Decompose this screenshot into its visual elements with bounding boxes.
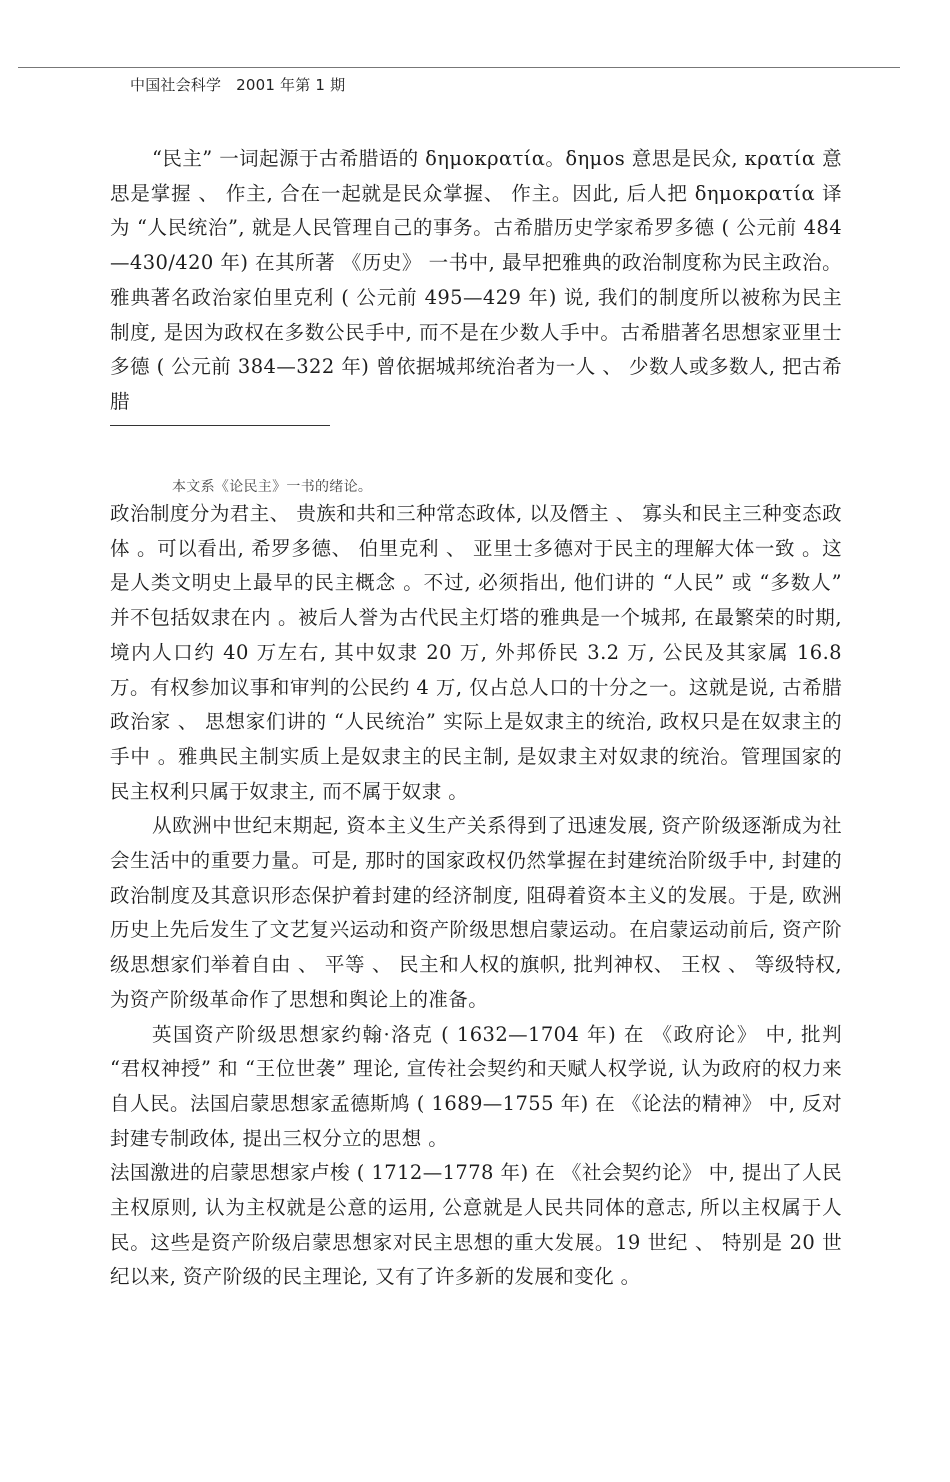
header-rule <box>18 67 900 68</box>
paragraph-locke-montesquieu: 英国资产阶级思想家约翰·洛克 ( 1632—1704 年) 在 《政府论》 中, 批判 “君权神授” 和 “王位世袭” 理论, 宣传社会契约和天赋人权学说, 认为政府的权力来自人民。法国启蒙思想家孟德斯鸠 ( 1689—1755 年) 在 《论法的精神》 中, 反对封建专制政体, 提出三权分立的思想 。 <box>110 1022 842 1150</box>
text-block-main <box>110 497 842 1295</box>
paragraph-rousseau: 法国激进的启蒙思想家卢梭 ( 1712—1778 年) 在 《社会契约论》 中, 提出了人民主权原则, 认为主权就是公意的运用, 公意就是人民共同体的意志, 所以主权属于人民。这些是资产阶级启蒙思想家对民主思想的重大发展。19 世纪 、 特别是 20 世纪以来, 资产阶级的民主理论, 又有了许多新的发展和变化 。 <box>110 1161 842 1289</box>
paragraph-european-enlightenment: 从欧洲中世纪末期起, 资本主义生产关系得到了迅速发展, 资产阶级逐渐成为社会生活中的重要力量。可是, 那时的国家政权仍然掌握在封建统治阶级手中, 封建的政治制度及其意识形态保护着封建的经济制度, 阻碍着资本主义的发展。于是, 欧洲历史上先后发生了文艺复兴运动和资产阶级思想启蒙运动。在启蒙运动前后, 资产阶级思想家们举着自由 、 平等 、 民主和人权的旗帜, 批判神权、 王权 、 等级特权, 为资产阶级革命作了思想和舆论上的准备。 <box>110 814 842 1011</box>
footnote-rule <box>110 425 330 426</box>
footnote: 本文系《论民主》一书的绪论。 <box>172 479 373 495</box>
text-block-top <box>110 142 842 420</box>
paragraph-origin-of-democracy: “民主” 一词起源于古希腊语的 δημοκρατία。δημos 意思是民众, κρατία 意思是掌握 、 作主, 合在一起就是民众掌握、 作主。因此, 后人把 δημοκρατία 译为 “人民统治”, 就是人民管理自己的事务。古希腊历史学家希罗多德 ( 公元前 484—430/420 年) 在其所著 《历史》 一书中, 最早把雅典的政治制度称为民主政治。雅典著名政治家伯里克利 ( 公元前 495—429 年) 说, 我们的制度所以被称为民主制度, 是因为政权在多数公民手中, 而不是在少数人手中。古希腊著名思想家亚里士多德 ( 公元前 384—322 年) 曾依据城邦统治者为一人 、 少数人或多数人, 把古希腊 <box>110 147 843 413</box>
running-header: 中国社会科学 2001 年第 1 期 <box>130 76 346 94</box>
paragraph-ancient-greek-democracy: 政治制度分为君主、 贵族和共和三种常态政体, 以及僭主 、 寡头和民主三种变态政体 。可以看出, 希罗多德、 伯里克利 、 亚里士多德对于民主的理解大体一致 。这是人类文明史上最早的民主概念 。不过, 必须指出, 他们讲的 “人民” 或 “多数人” 并不包括奴隶在内 。被后人誉为古代民主灯塔的雅典是一个城邦, 在最繁荣的时期, 境内人口约 40 万左右, 其中奴隶 20 万, 外邦侨民 3.2 万, 公民及其家属 16.8 万。有权参加议事和审判的公民约 4 万, 仅占总人口的十分之一。这就是说, 古希腊政治家 、 思想家们讲的 “人民统治” 实际上是奴隶主的统治, 政权只是在奴隶主的手中 。雅典民主制实质上是奴隶主的民主制, 是奴隶主对奴隶的统治。管理国家的民主权利只属于奴隶主, 而不属于奴隶 。 <box>110 502 842 803</box>
